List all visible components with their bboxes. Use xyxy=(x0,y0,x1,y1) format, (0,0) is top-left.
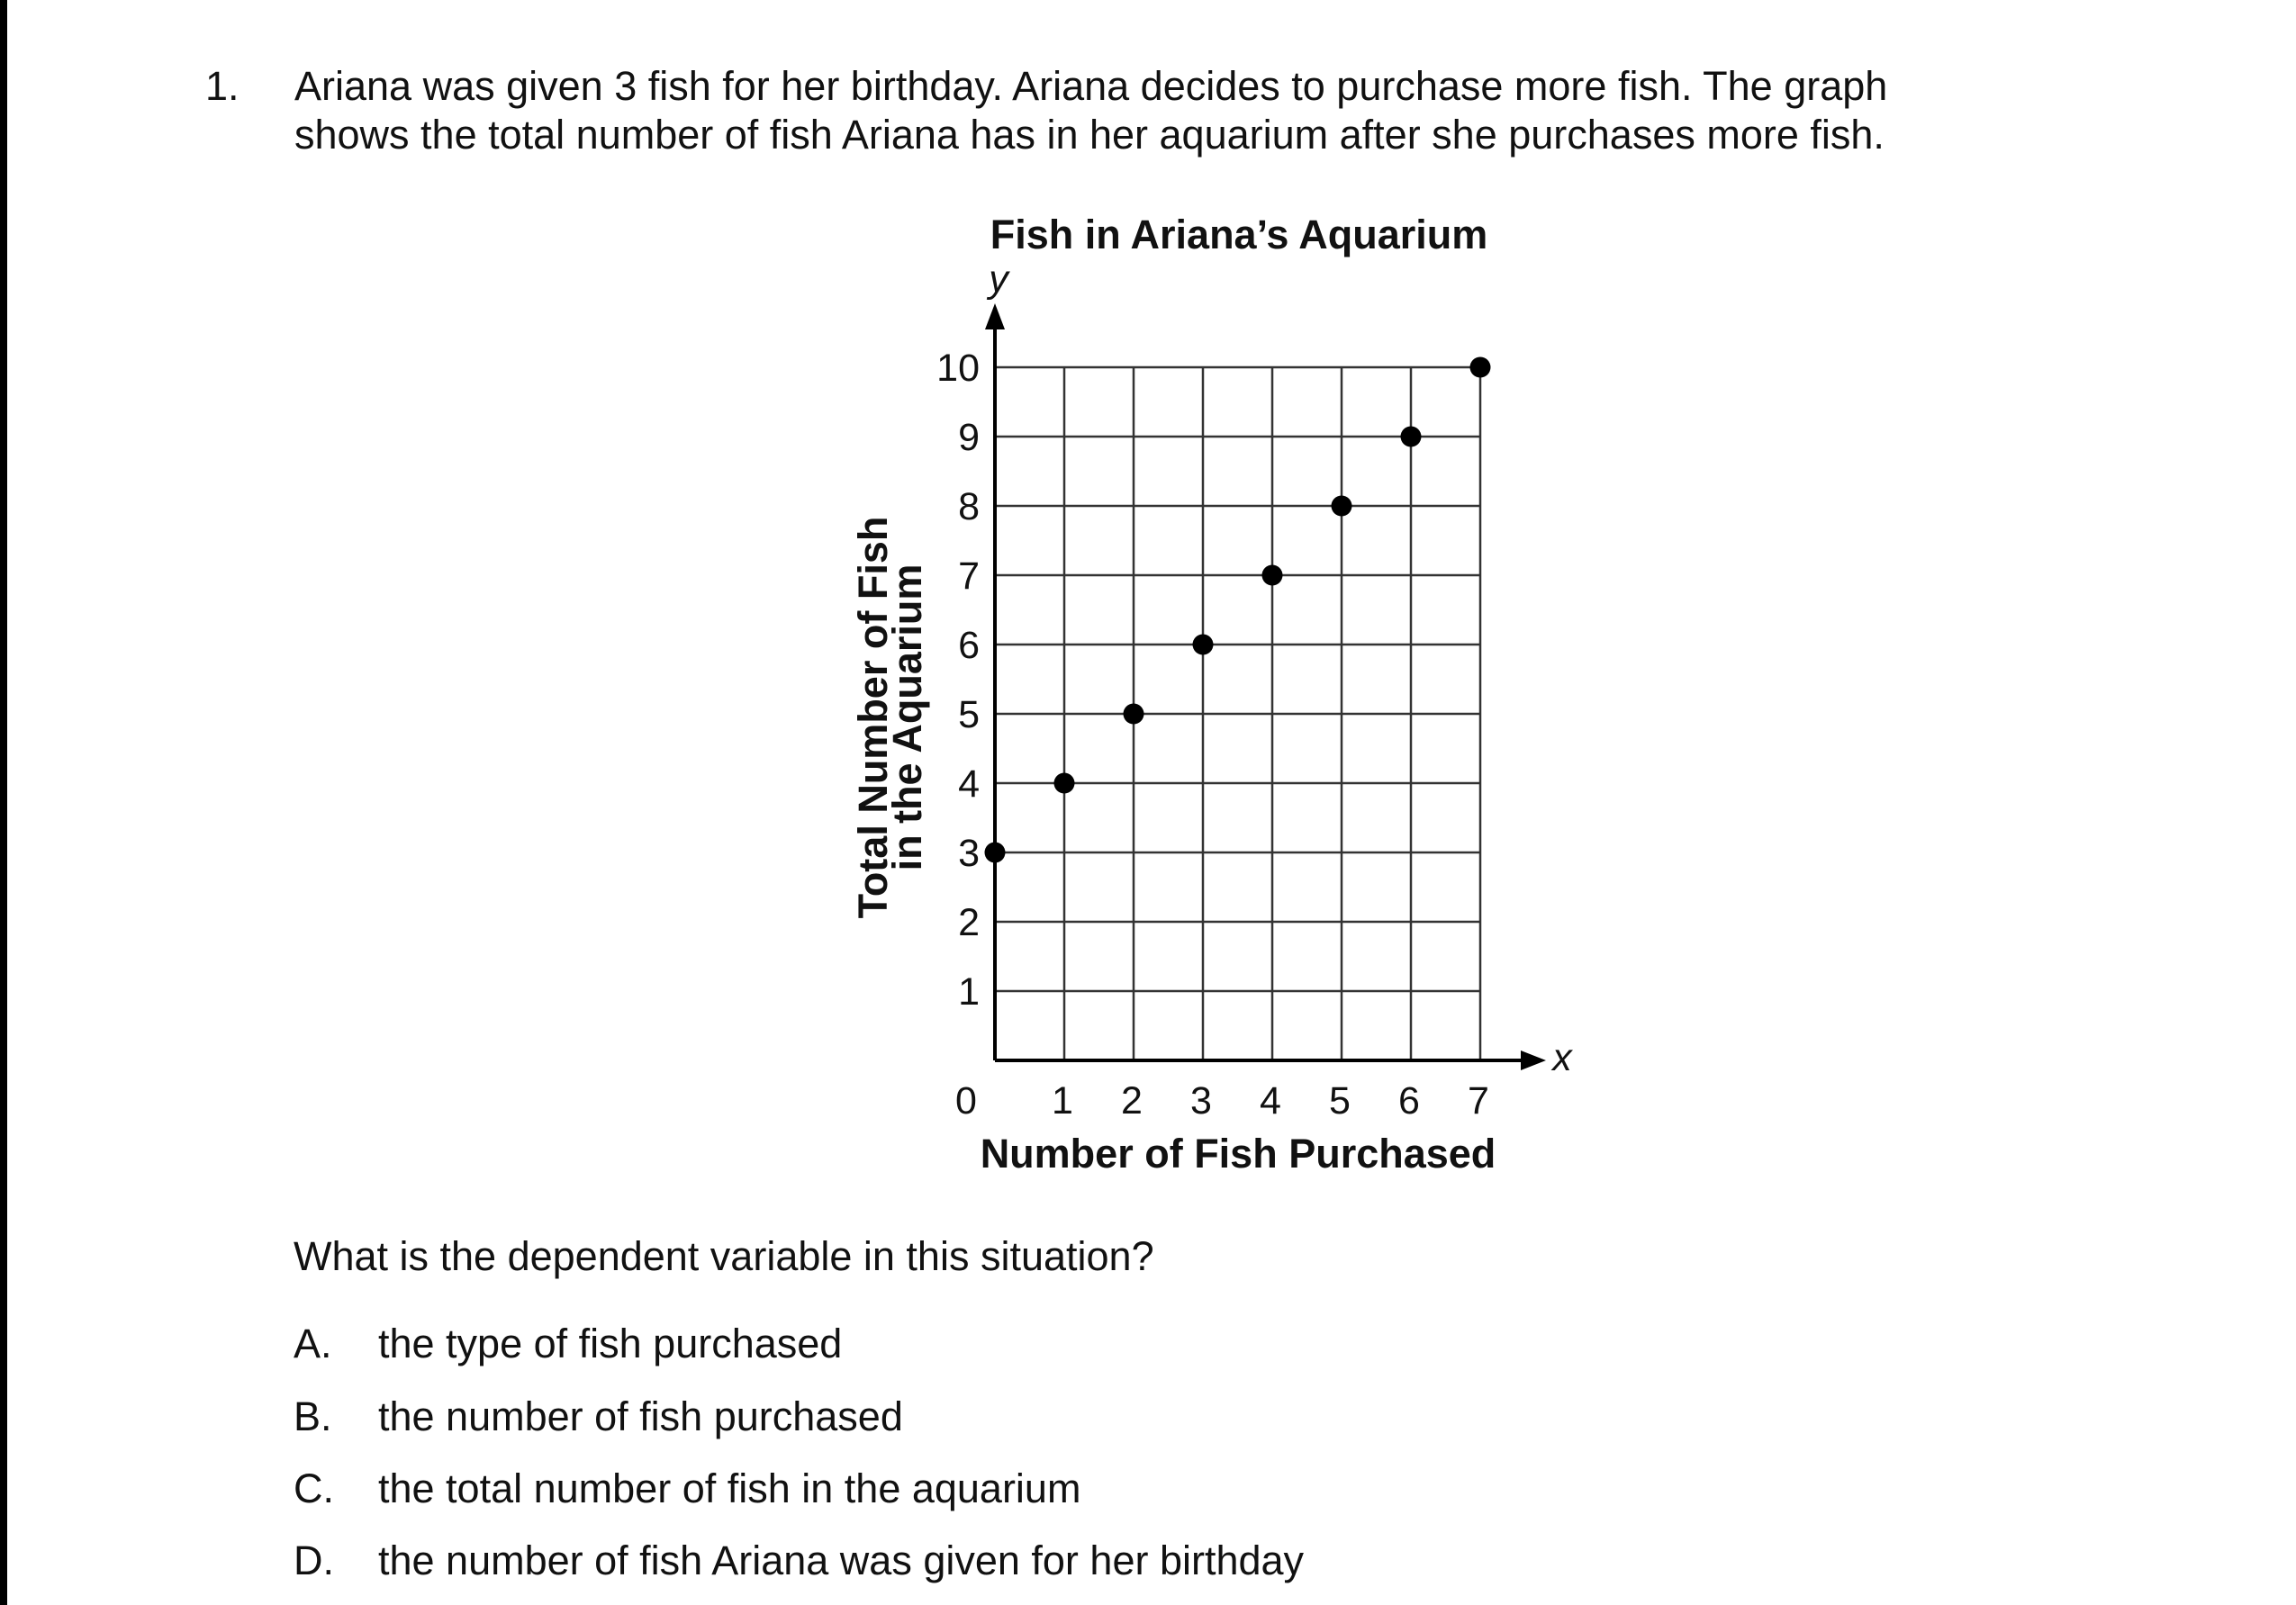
chart-axes xyxy=(985,303,1546,1070)
question-stem-line-2: shows the total number of fish Ariana has in her aquarium after she purchases more fish. xyxy=(294,112,1885,158)
y-tick-label: 2 xyxy=(958,901,980,944)
chart-title: Fish in Ariana’s Aquarium xyxy=(990,212,1488,257)
data-point xyxy=(1054,773,1075,794)
data-point xyxy=(1193,635,1214,655)
answer-choice-b[interactable] xyxy=(294,1393,903,1440)
answer-choice-d[interactable] xyxy=(294,1537,1304,1584)
x-tick-label: 5 xyxy=(1329,1079,1351,1123)
x-tick-label: 3 xyxy=(1190,1079,1212,1123)
choice-text: the type of fish purchased xyxy=(378,1321,843,1366)
y-tick-label: 8 xyxy=(958,485,980,528)
y-axis-label-line-1: Total Number of Fish xyxy=(850,516,896,919)
x-axis-label: Number of Fish Purchased xyxy=(980,1131,1496,1177)
data-point xyxy=(1401,427,1422,447)
choice-letter: A. xyxy=(294,1321,332,1366)
choice-text: the number of fish purchased xyxy=(378,1393,903,1439)
data-point xyxy=(985,843,1006,863)
x-tick-label: 6 xyxy=(1398,1079,1420,1123)
x-tick-label: 7 xyxy=(1468,1079,1489,1123)
chart-points xyxy=(985,357,1491,863)
x-tick-label: 2 xyxy=(1121,1079,1143,1123)
y-tick-label: 4 xyxy=(958,762,980,806)
question-prompt: What is the dependent variable in this situation? xyxy=(294,1233,1154,1279)
chart-grid xyxy=(995,367,1480,1060)
question-number: 1. xyxy=(205,63,240,109)
y-tick-label: 10 xyxy=(936,347,980,390)
y-tick-label: 9 xyxy=(958,416,980,459)
y-tick-label: 7 xyxy=(958,555,980,598)
data-point xyxy=(1124,704,1144,725)
choice-letter: C. xyxy=(294,1465,334,1511)
answer-choice-c[interactable] xyxy=(294,1465,1080,1512)
y-tick-label: 1 xyxy=(958,970,980,1014)
x-axis-arrow xyxy=(1521,1050,1546,1070)
choice-text: the total number of fish in the aquarium xyxy=(378,1465,1081,1511)
y-axis-symbol: y xyxy=(989,257,1008,301)
x-tick-label: 1 xyxy=(1052,1079,1073,1123)
question-stem-line-1: Ariana was given 3 fish for her birthday. Ariana decides to purchase more fish. The graph xyxy=(294,63,1888,109)
data-point xyxy=(1332,496,1352,517)
y-axis-label-line-2: in the Aquarium xyxy=(884,564,930,871)
choice-text: the number of fish Ariana was given for her birthday xyxy=(378,1537,1305,1583)
chart-labels xyxy=(850,212,1573,1177)
y-tick-label: 5 xyxy=(958,693,980,736)
x-axis-symbol: x xyxy=(1552,1036,1572,1079)
data-point xyxy=(1262,565,1283,586)
answer-choice-a[interactable] xyxy=(294,1321,842,1367)
origin-label: 0 xyxy=(955,1079,977,1123)
choice-letter: B. xyxy=(294,1393,332,1439)
x-tick-label: 4 xyxy=(1260,1079,1281,1123)
y-axis-arrow xyxy=(985,303,1005,329)
choice-letter: D. xyxy=(294,1537,334,1583)
y-tick-label: 6 xyxy=(958,624,980,667)
y-tick-label: 3 xyxy=(958,832,980,875)
data-point xyxy=(1470,357,1491,378)
